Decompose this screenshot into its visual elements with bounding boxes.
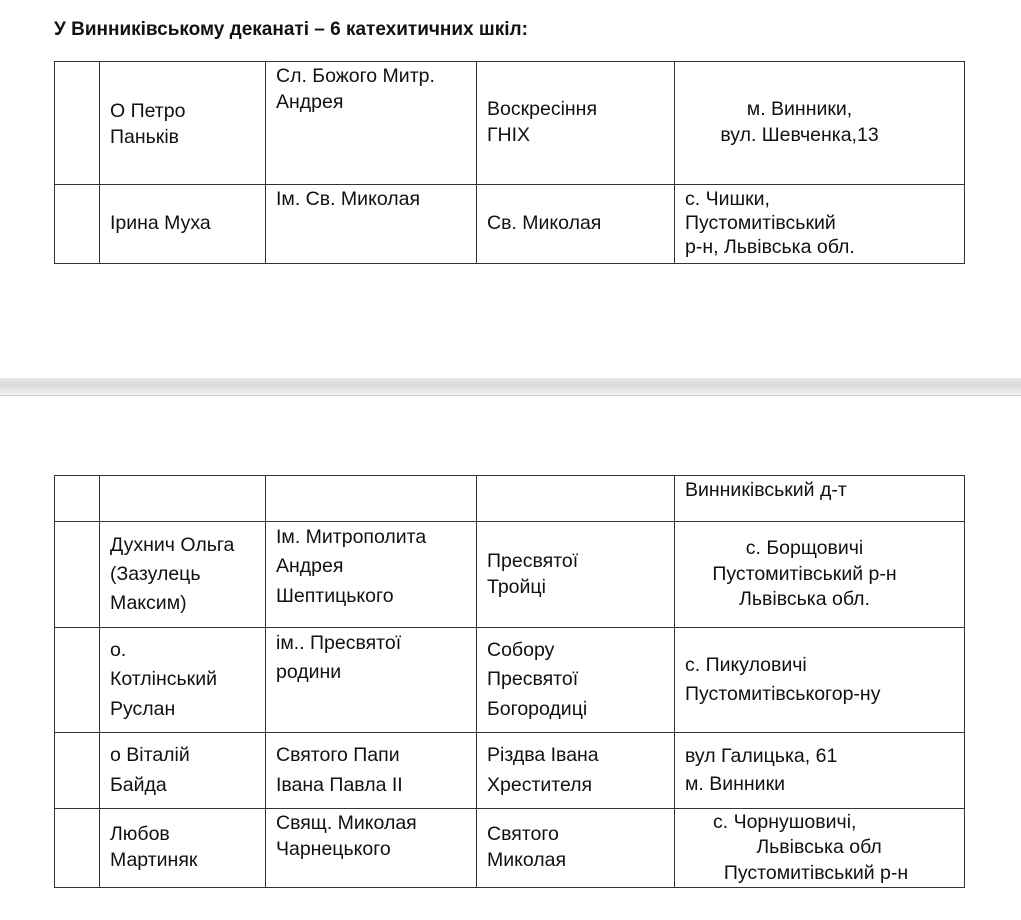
number-cell [55, 476, 100, 522]
address-cell: вул Галицька, 61 м. Винники [675, 733, 965, 809]
address-cell: с. Пикуловичі Пустомитівськогор-ну [675, 628, 965, 733]
parish-cell: Пресвятої Тройці [477, 522, 675, 628]
school-cell: Сл. Божого Митр. Андрея [266, 62, 477, 185]
table-row [55, 522, 965, 628]
table-row [55, 733, 965, 809]
number-cell [55, 185, 100, 264]
address-text: с. Борщовичі Пустомитівський р-н Львівська обл. [712, 536, 897, 611]
parish-cell: Св. Миколая [477, 185, 675, 264]
table-header-row [55, 476, 965, 522]
page-title: У Винниківському деканаті – 6 катехитичних шкіл: [54, 19, 528, 40]
catechetical-schools-table-2 [54, 475, 965, 888]
number-cell [55, 628, 100, 733]
page-break [0, 378, 1021, 396]
address-cell [675, 522, 965, 628]
catechist-cell [100, 476, 266, 522]
parish-cell: Воскресіння ГНІХ [477, 62, 675, 185]
table-row [55, 809, 965, 888]
catechist-cell: О Петро Паньків [100, 62, 266, 185]
deanery-label-cell: Винниківський д-т [675, 476, 965, 522]
school-cell: Ім. Митрополита Андрея Шептицького [266, 522, 477, 628]
catechist-cell: Ірина Муха [100, 185, 266, 264]
table-row [55, 62, 965, 185]
school-cell: Свящ. Миколая Чарнецького [266, 809, 477, 888]
parish-cell [477, 476, 675, 522]
school-cell: ім.. Пресвятої родини [266, 628, 477, 733]
address-cell: с. Чишки, Пустомитівський р-н, Львівська обл. [675, 185, 965, 264]
school-cell [266, 476, 477, 522]
table-row [55, 628, 965, 733]
table-row [55, 185, 965, 264]
number-cell [55, 733, 100, 809]
number-cell [55, 522, 100, 628]
school-cell: Ім. Св. Миколая [266, 185, 477, 264]
address-text: м. Винники, вул. Шевченка,13 [720, 98, 879, 146]
catechist-cell: о Віталій Байда [100, 733, 266, 809]
number-cell [55, 62, 100, 185]
catechetical-schools-table-1 [54, 61, 965, 264]
parish-cell: Собору Пресвятої Богородиці [477, 628, 675, 733]
parish-cell: Різдва Івана Хрестителя [477, 733, 675, 809]
parish-cell: Святого Миколая [477, 809, 675, 888]
catechist-cell: Любов Мартиняк [100, 809, 266, 888]
catechist-cell: Духнич Ольга (Зазулець Максим) [100, 522, 266, 628]
school-cell: Святого Папи Івана Павла ІІ [266, 733, 477, 809]
address-text: с. Чорнушовичі, Львівська обл Пустомитівський р-н [713, 810, 909, 884]
number-cell [55, 809, 100, 888]
address-cell [675, 809, 965, 888]
catechist-cell: о. Котлінський Руслан [100, 628, 266, 733]
address-cell [675, 62, 965, 185]
